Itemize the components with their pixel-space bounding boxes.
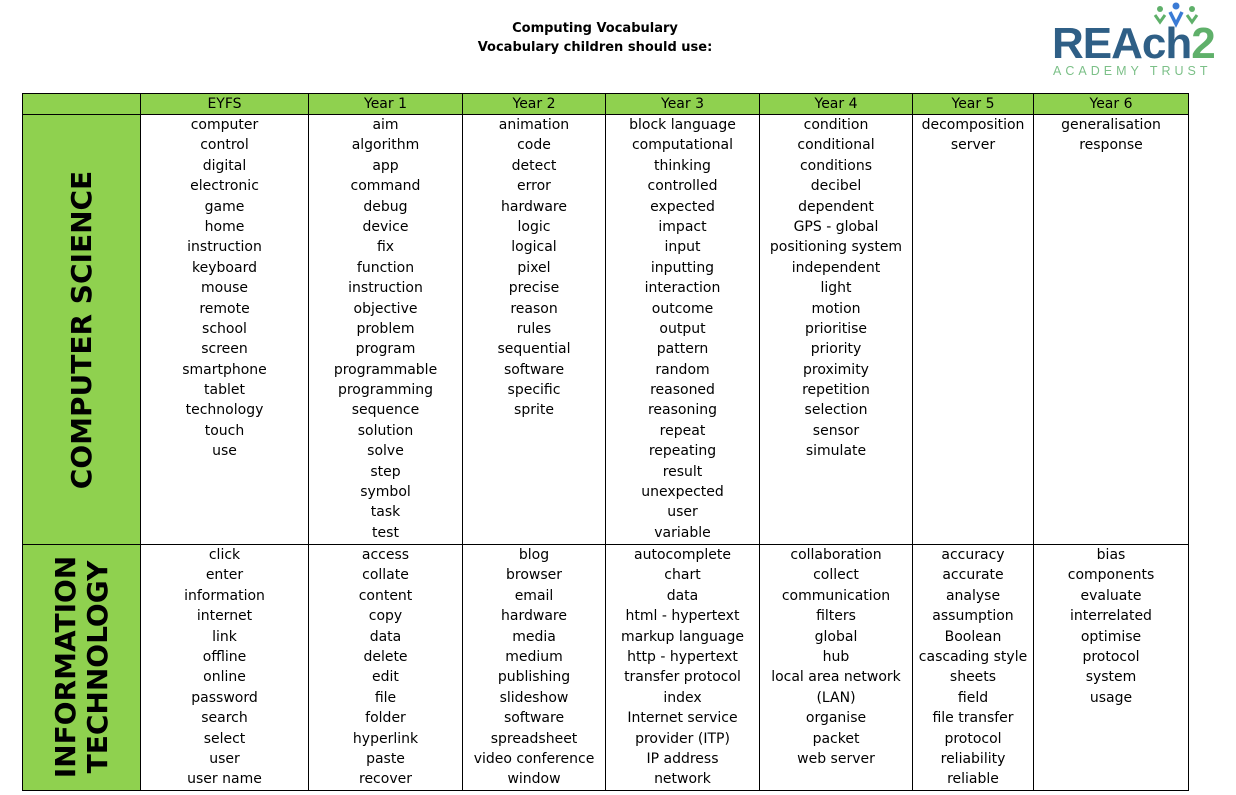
vocabulary-word: GPS - global: [793, 218, 879, 235]
vocabulary-word: software: [503, 361, 565, 378]
vocabulary-word: click: [208, 547, 241, 563]
word-list-cell: [141, 545, 309, 791]
vocabulary-word: content: [358, 587, 413, 604]
vocabulary-word: objective: [353, 300, 418, 317]
vocabulary-word: priority: [810, 341, 862, 358]
information-technology-row: [23, 545, 1189, 791]
vocabulary-word: index: [663, 689, 702, 706]
vocabulary-word: sequential: [497, 341, 571, 358]
vocabulary-word: organise: [805, 710, 867, 727]
vocabulary-word: thinking: [654, 157, 711, 174]
vocabulary-word: device: [362, 218, 409, 235]
vocabulary-word: password: [191, 689, 258, 706]
vocabulary-word: interrelated: [1070, 608, 1152, 625]
vocabulary-word: simulate: [805, 443, 867, 460]
vocabulary-word: unexpected: [641, 484, 724, 501]
vocabulary-word: sprite: [514, 402, 554, 419]
vocabulary-word: http - hypertext: [627, 648, 738, 665]
vocabulary-word: global: [814, 628, 858, 645]
word-list-cell: [309, 115, 463, 545]
vocabulary-word: algorithm: [351, 137, 420, 154]
vocabulary-word: IP address: [646, 750, 719, 767]
vocabulary-word: smartphone: [182, 361, 267, 378]
reach2-logo: [1050, 2, 1230, 80]
row-label-computer-science: [23, 115, 141, 545]
vocabulary-word: edit: [372, 669, 399, 686]
vocabulary-word: input: [664, 239, 701, 256]
vocabulary-word: instruction: [187, 239, 262, 256]
vocabulary-word: symbol: [360, 484, 411, 501]
vocabulary-word: touch: [204, 422, 245, 439]
word-list-cell: [463, 545, 606, 791]
vocabulary-word: online: [203, 669, 246, 686]
vocabulary-word: step: [370, 463, 401, 480]
vocabulary-word: local area network: [771, 669, 901, 686]
vocabulary-word: file: [374, 689, 397, 706]
corner-cell: [23, 94, 141, 115]
vocabulary-word: light: [820, 280, 852, 297]
vocabulary-word: folder: [365, 710, 406, 727]
vocabulary-word: reasoning: [647, 402, 718, 419]
vocabulary-word: bias: [1096, 547, 1126, 563]
word-list-cell: [141, 115, 309, 545]
column-header-year-6: Year 6: [1034, 94, 1189, 115]
vocabulary-word: collaboration: [790, 547, 882, 563]
vocabulary-word: function: [356, 259, 415, 276]
vocabulary-word: precise: [508, 280, 560, 297]
vocabulary-word: html - hypertext: [625, 608, 740, 625]
vocabulary-word: random: [655, 361, 710, 378]
word-list-cell: [913, 545, 1034, 791]
vocabulary-word: test: [372, 524, 399, 541]
vocabulary-word: conditional: [797, 137, 875, 154]
vocabulary-word: spreadsheet: [490, 730, 578, 747]
vocabulary-word: specific: [507, 382, 561, 399]
vocabulary-word: repetition: [802, 382, 870, 399]
vocabulary-word: sensor: [812, 422, 860, 439]
vocabulary-word: delete: [363, 648, 408, 665]
vocabulary-word: school: [202, 320, 247, 337]
vocabulary-word: digital: [202, 157, 247, 174]
row-label-text: INFORMATION TECHNOLOGY: [48, 556, 114, 779]
vocabulary-word: logical: [511, 239, 557, 256]
vocabulary-word: slideshow: [499, 689, 569, 706]
vocabulary-word: programming: [337, 382, 434, 399]
vocabulary-word: network: [654, 771, 711, 788]
vocabulary-word: game: [204, 198, 245, 215]
vocabulary-word: problem: [356, 320, 415, 337]
vocabulary-word: response: [1079, 137, 1143, 154]
vocabulary-word: prioritise: [804, 320, 868, 337]
vocabulary-word: expected: [650, 198, 715, 215]
vocabulary-word: data: [369, 628, 402, 645]
word-list-cell: [309, 545, 463, 791]
vocabulary-word: media: [512, 628, 556, 645]
column-header-year-3: Year 3: [606, 94, 760, 115]
vocabulary-word: result: [662, 463, 703, 480]
word-list-cell: [1034, 545, 1189, 791]
vocabulary-word: decibel: [810, 178, 862, 195]
word-list-cell: [463, 115, 606, 545]
vocabulary-word: user: [667, 504, 698, 521]
vocabulary-word: use: [212, 443, 237, 460]
vocabulary-word: sheets: [949, 669, 997, 686]
vocabulary-word: assumption: [932, 608, 1014, 625]
vocabulary-word: reliability: [940, 750, 1006, 767]
vocabulary-word: email: [514, 587, 554, 604]
vocabulary-word: remote: [199, 300, 250, 317]
vocabulary-word: positioning system: [769, 239, 903, 256]
vocabulary-word: search: [201, 710, 248, 727]
vocabulary-word: screen: [201, 341, 248, 358]
vocabulary-word: detect: [511, 157, 557, 174]
vocabulary-word: conditions: [799, 157, 873, 174]
column-header-eyfs: EYFS: [141, 94, 309, 115]
vocabulary-word: packet: [812, 730, 860, 747]
logo-tagline: ACADEMY TRUST: [1053, 64, 1212, 78]
vocabulary-word: field: [957, 689, 989, 706]
vocabulary-word: system: [1085, 669, 1137, 686]
vocabulary-word: hardware: [501, 608, 567, 625]
vocabulary-word: tablet: [204, 382, 245, 399]
vocabulary-word: protocol: [944, 730, 1002, 747]
vocabulary-word: publishing: [497, 669, 571, 686]
word-list-cell: [606, 115, 760, 545]
vocabulary-word: fix: [376, 239, 395, 256]
vocabulary-word: paste: [366, 750, 405, 767]
vocabulary-word: transfer protocol: [624, 669, 741, 686]
vocabulary-word: pattern: [656, 341, 709, 358]
vocabulary-word: home: [204, 218, 245, 235]
vocabulary-word: animation: [498, 117, 570, 133]
vocabulary-word: logic: [517, 218, 551, 235]
vocabulary-word: server: [950, 137, 996, 154]
column-header-year-5: Year 5: [913, 94, 1034, 115]
logo-wordmark: REAch2: [1052, 19, 1215, 68]
vocabulary-word: electronic: [190, 178, 259, 195]
vocabulary-word: command: [350, 178, 421, 195]
vocabulary-word: web server: [797, 750, 875, 767]
vocabulary-word: selection: [804, 402, 868, 419]
vocabulary-word: reasoned: [650, 382, 715, 399]
vocabulary-word: evaluate: [1080, 587, 1142, 604]
vocabulary-word: program: [355, 341, 416, 358]
vocabulary-word: control: [200, 137, 249, 154]
vocabulary-word: hyperlink: [352, 730, 419, 747]
vocabulary-word: technology: [185, 402, 264, 419]
vocabulary-word: Internet service: [627, 710, 738, 727]
vocabulary-word: mouse: [201, 280, 248, 297]
word-list-cell: [913, 115, 1034, 545]
vocabulary-word: programmable: [333, 361, 438, 378]
vocabulary-word: collate: [362, 567, 409, 584]
vocabulary-word: keyboard: [192, 259, 257, 276]
vocabulary-word: optimise: [1080, 628, 1142, 645]
vocabulary-word: block language: [629, 117, 736, 133]
vocabulary-word: solution: [357, 422, 414, 439]
vocabulary-word: instruction: [348, 280, 423, 297]
vocabulary-word: controlled: [647, 178, 718, 195]
vocabulary-word: video conference: [473, 750, 595, 767]
vocabulary-word: window: [507, 771, 561, 788]
vocabulary-word: debug: [363, 198, 408, 215]
vocabulary-word: dependent: [798, 198, 874, 215]
vocabulary-word: hardware: [501, 198, 567, 215]
vocabulary-word: error: [517, 178, 551, 195]
page-title: Computing Vocabulary: [512, 21, 678, 36]
vocabulary-word: motion: [811, 300, 861, 317]
vocabulary-word: data: [666, 587, 699, 604]
vocabulary-word: software: [503, 710, 565, 727]
vocabulary-word: link: [212, 628, 237, 645]
vocabulary-word: interaction: [644, 280, 721, 297]
vocabulary-word: hub: [822, 648, 850, 665]
vocabulary-word: components: [1067, 567, 1155, 584]
vocabulary-word: solve: [367, 443, 404, 460]
vocabulary-word: Boolean: [944, 628, 1002, 645]
vocabulary-word: usage: [1089, 689, 1133, 706]
vocabulary-word: collect: [813, 567, 859, 584]
column-header-year-4: Year 4: [760, 94, 913, 115]
vocabulary-word: task: [370, 504, 401, 521]
vocabulary-word: enter: [205, 567, 244, 584]
word-list-cell: [760, 115, 913, 545]
vocabulary-word: user name: [187, 771, 262, 788]
vocabulary-word: accurate: [942, 567, 1004, 584]
vocabulary-word: select: [203, 730, 246, 747]
vocabulary-word: cascading style: [918, 648, 1028, 665]
vocabulary-word: provider (ITP): [635, 730, 730, 747]
vocabulary-word: computational: [631, 137, 733, 154]
vocabulary-word: aim: [372, 117, 399, 133]
vocabulary-word: browser: [505, 567, 562, 584]
vocabulary-word: medium: [505, 648, 563, 665]
vocabulary-word: filters: [816, 608, 856, 625]
word-list-cell: [760, 545, 913, 791]
vocabulary-word: recover: [359, 771, 412, 788]
vocabulary-word: blog: [518, 547, 550, 563]
vocabulary-word: file transfer: [932, 710, 1014, 727]
vocabulary-word: inputting: [650, 259, 715, 276]
vocabulary-word: communication: [781, 587, 891, 604]
vocabulary-word: offline: [202, 648, 247, 665]
vocabulary-word: outcome: [651, 300, 714, 317]
vocabulary-word: app: [372, 157, 399, 174]
vocabulary-word: chart: [664, 567, 701, 584]
vocabulary-word: analyse: [945, 587, 1001, 604]
word-list-cell: [1034, 115, 1189, 545]
vocabulary-word: copy: [368, 608, 403, 625]
vocabulary-word: autocomplete: [634, 547, 731, 563]
vocabulary-word: (LAN): [816, 689, 856, 706]
vocabulary-word: pixel: [517, 259, 551, 276]
vocabulary-word: generalisation: [1061, 117, 1161, 133]
vocabulary-word: internet: [196, 608, 253, 625]
vocabulary-table: [22, 93, 1189, 791]
vocabulary-word: user: [209, 750, 240, 767]
vocabulary-word: reliable: [947, 771, 999, 788]
vocabulary-word: decomposition: [921, 117, 1025, 133]
page-subtitle: Vocabulary children should use:: [477, 40, 713, 55]
vocabulary-word: code: [517, 137, 551, 154]
vocabulary-word: variable: [654, 524, 711, 541]
vocabulary-word: proximity: [803, 361, 869, 378]
vocabulary-word: independent: [791, 259, 881, 276]
vocabulary-word: sequence: [351, 402, 420, 419]
vocabulary-word: condition: [803, 117, 869, 133]
vocabulary-word: repeating: [648, 443, 717, 460]
column-header-year-1: Year 1: [309, 94, 463, 115]
row-label-text: COMPUTER SCIENCE: [64, 170, 98, 489]
word-list-cell: [606, 545, 760, 791]
vocabulary-word: accuracy: [941, 547, 1005, 563]
column-header-year-2: Year 2: [463, 94, 606, 115]
vocabulary-word: rules: [516, 320, 552, 337]
vocabulary-word: output: [659, 320, 706, 337]
vocabulary-word: markup language: [620, 628, 745, 645]
vocabulary-word: computer: [190, 117, 259, 133]
header-row: [23, 94, 1189, 115]
vocabulary-word: impact: [658, 218, 707, 235]
vocabulary-word: information: [184, 587, 265, 604]
vocabulary-word: repeat: [659, 422, 706, 439]
vocabulary-word: reason: [510, 300, 558, 317]
vocabulary-word: access: [361, 547, 410, 563]
row-label-information-technology: [23, 545, 141, 791]
computer-science-row: [23, 115, 1189, 545]
vocabulary-word: protocol: [1082, 648, 1140, 665]
